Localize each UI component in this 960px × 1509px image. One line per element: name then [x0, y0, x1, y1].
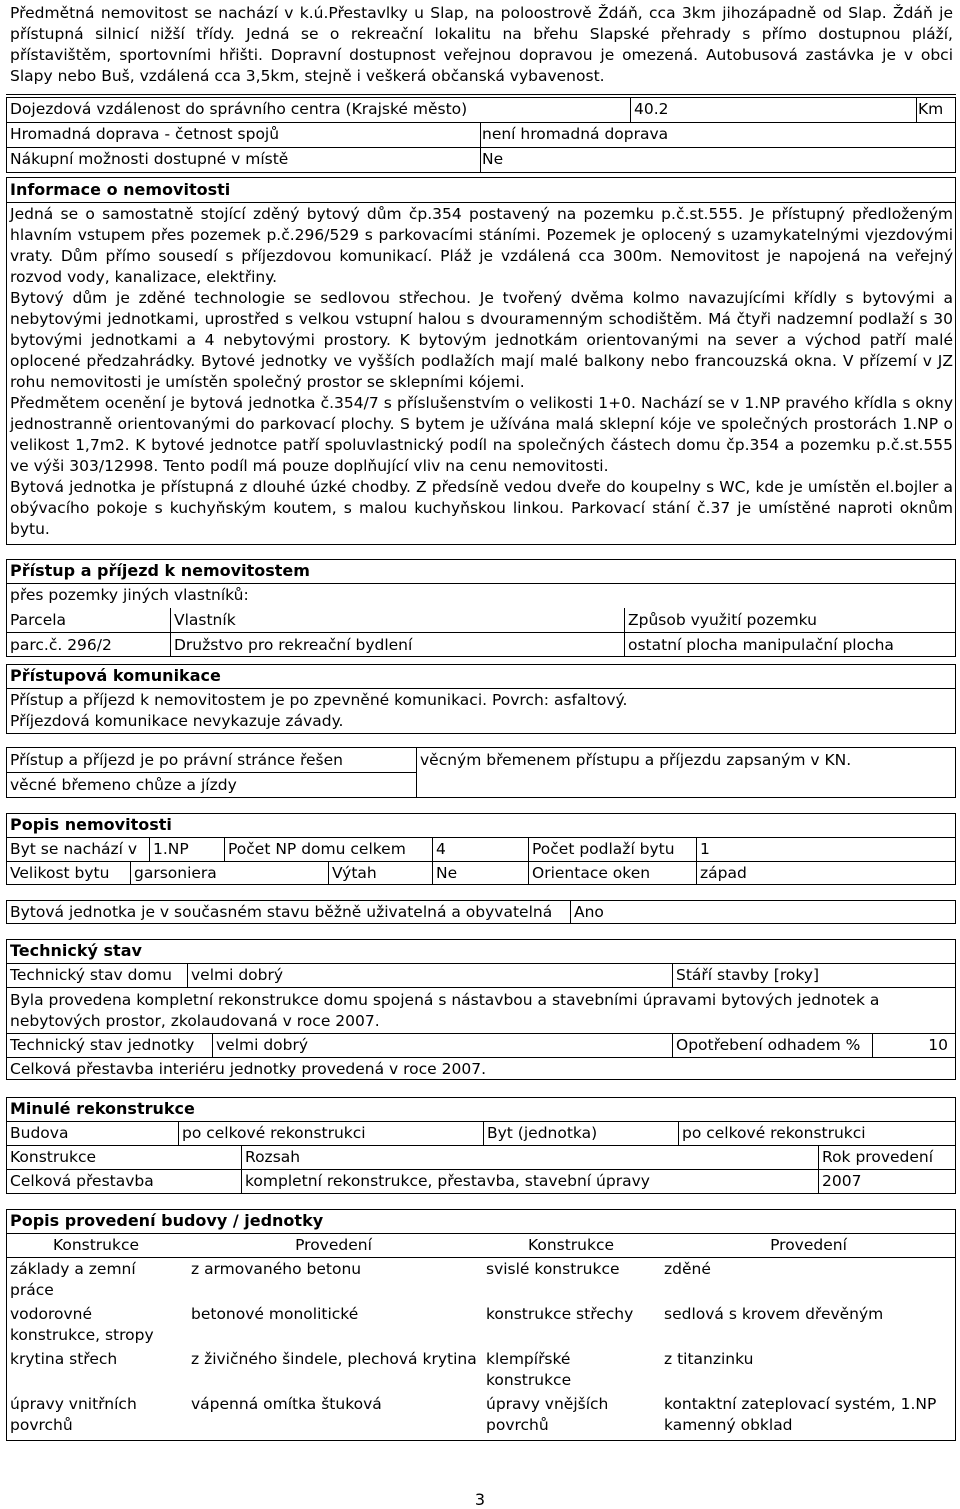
property-info-p1: Jedná se o samostatně stojící zděný bytový dům čp.354 postavený na pozemku p.č.st.555. Je přístupný předloženým hlavním vstupem přes pozemek p.č.296/529 s parkovacími stáními. Pozemek je oplocený s uzamykatelnými vjezdovými vraty. Dům přímo sousedí s příjezdovou komunikací. Pláž je vzdálená cca 300m. Nemovitost je napojená na veřejný rozvod vody, kanalizace, elektřiny. — [10, 205, 953, 286]
legal-label-2: věcné břemeno chůze a jízdy — [10, 776, 237, 794]
divider — [170, 608, 171, 657]
build-row-3-construction-1: krytina střech — [10, 1350, 118, 1368]
divider — [672, 1033, 673, 1057]
orientation-value: západ — [700, 864, 747, 882]
build-row-2-execution-2: sedlová s krovem dřevěným — [664, 1305, 884, 1323]
build-row-4-execution-2: kontaktní zateplovací systém, 1.NP kamenný obklad — [664, 1395, 937, 1434]
col-construction: Konstrukce — [10, 1148, 97, 1166]
unit-state-value: velmi dobrý — [216, 1036, 309, 1054]
row-construction: Celková přestavba — [10, 1172, 154, 1190]
past-heading: Minulé rekonstrukce — [10, 1099, 195, 1118]
divider — [6, 688, 956, 689]
legal-label-1: Přístup a příjezd je po právní stránce řešen — [10, 751, 343, 769]
divider — [6, 1257, 956, 1258]
access-heading: Přístup a příjezd k nemovitostem — [10, 561, 310, 580]
divider — [570, 900, 571, 924]
col-execution-2: Provedení — [770, 1236, 847, 1254]
divider — [6, 772, 416, 773]
shopping-value: Ne — [482, 150, 504, 168]
access-subheading: přes pozemky jiných vlastníků: — [10, 586, 249, 604]
divider — [6, 1145, 956, 1146]
divider — [416, 747, 417, 798]
divider — [6, 1121, 956, 1122]
road-line-1: Přístup a příjezd k nemovitostem je po zpevněné komunikaci. Povrch: asfaltový. — [10, 691, 628, 709]
col-execution-1: Provedení — [295, 1236, 372, 1254]
floor-label: Byt se nachází v — [10, 840, 138, 858]
divider — [624, 608, 625, 657]
divider — [6, 122, 956, 123]
build-row-1-construction-1: základy a zemní práce — [10, 1260, 136, 1299]
build-row-1-execution-2: zděné — [664, 1260, 711, 1278]
col-use: Způsob využití pozemku — [628, 611, 817, 629]
divider — [6, 94, 956, 95]
divider — [149, 837, 150, 861]
build-row-2-execution-1: betonové monolitické — [191, 1305, 359, 1323]
unit-label: Byt (jednotka) — [487, 1124, 598, 1142]
unit-floors-label: Počet podlaží bytu — [532, 840, 675, 858]
property-info-text — [10, 204, 953, 540]
road-line-2: Příjezdová komunikace nevykazuje závady. — [10, 712, 344, 730]
wear-label: Opotřebení odhadem % — [676, 1036, 861, 1054]
row-year: 2007 — [822, 1172, 862, 1190]
technical-note-2: Celková přestavba interiéru jednotky provedená v roce 2007. — [10, 1060, 486, 1078]
property-info-p4: Bytová jednotka je přístupná z dlouhé úzké chodby. Z předsíně vedou dveře do koupelny s WC, kde je umístěn el.bojler a obývacího pokoje s kuchyňským koutem, s malou kuchyňskou linkou. Parkovací stání č.37 je umístěné naproti oknům bytu. — [10, 478, 953, 538]
divider — [178, 1121, 179, 1145]
building-label: Budova — [10, 1124, 69, 1142]
col-parcel: Parcela — [10, 611, 67, 629]
build-heading: Popis provedení budovy / jednotky — [10, 1211, 324, 1230]
property-info-heading: Informace o nemovitosti — [10, 180, 231, 199]
transport-value: není hromadná doprava — [482, 125, 669, 143]
road-heading: Přístupová komunikace — [10, 666, 221, 685]
lift-label: Výtah — [332, 864, 377, 882]
divider — [6, 1033, 956, 1034]
unit-floors-value: 1 — [700, 840, 710, 858]
intro-paragraph: Předmětná nemovitost se nachází v k.ú.Přestavlky u Slap, na poloostrově Ždáň, cca 3km jihozápadně od Slap. Ždáň je přístupná silnicí nižší třídy. Jedná se o rekreační lokalitu na břehu Slapské přehrady s přímo dostupnou pláží, přístavištěm, sportovními hřišti. Dopravní dostupnost veřejnou dopravou je omezená. Autobusová zastávka je v obci Slapy nebo Buš, vzdálená cca 3,5km, stejně i veškerá občanská vybavenost. — [10, 4, 953, 85]
technical-note-1: Byla provedena kompletní rekonstrukce domu spojená s nástavbou a stavebními úpravami bytových jednotek a nebytových prostor, zkolaudovaná v roce 2007. — [10, 991, 880, 1030]
col-owner: Vlastník — [174, 611, 236, 629]
build-row-2-construction-2: konstrukce střechy — [486, 1305, 634, 1323]
size-label: Velikost bytu — [10, 864, 110, 882]
col-construction-1: Konstrukce — [52, 1236, 140, 1254]
house-state-value: velmi dobrý — [191, 966, 284, 984]
build-row-3-execution-1: z živičného šindele, plechová krytina — [191, 1350, 477, 1368]
state-label: Bytová jednotka je v současném stavu běžně uživatelná a obyvatelná — [10, 903, 553, 921]
divider — [6, 632, 956, 633]
col-scope: Rozsah — [245, 1148, 301, 1166]
divider — [241, 1145, 242, 1194]
wear-value: 10 — [928, 1036, 948, 1054]
divider — [6, 147, 956, 148]
divider — [528, 837, 529, 885]
divider — [872, 1033, 873, 1057]
distance-label: Dojezdová vzdálenost do správního centra (Krajské město) — [10, 100, 468, 118]
divider — [6, 1169, 956, 1170]
owner-value: Družstvo pro rekreační bydlení — [174, 636, 413, 654]
building-value: po celkové rekonstrukci — [182, 1124, 366, 1142]
divider — [6, 1233, 956, 1234]
row-scope: kompletní rekonstrukce, přestavba, stavební úpravy — [245, 1172, 650, 1190]
divider — [328, 861, 329, 885]
state-value: Ano — [574, 903, 604, 921]
legal-value: věcným břemenem přístupu a příjezdu zapsaným v KN. — [420, 751, 852, 769]
divider — [6, 861, 956, 862]
col-year: Rok provedení — [822, 1148, 934, 1166]
use-value: ostatní plocha manipulační plocha — [628, 636, 894, 654]
shopping-label: Nákupní možnosti dostupné v místě — [10, 150, 289, 168]
distance-value: 40.2 — [634, 100, 669, 118]
divider — [187, 963, 188, 987]
divider — [432, 837, 433, 885]
divider — [696, 837, 697, 885]
divider — [916, 97, 917, 122]
divider — [818, 1145, 819, 1194]
technical-heading: Technický stav — [10, 941, 142, 960]
description-heading: Popis nemovitosti — [10, 815, 172, 834]
age-label: Stáří stavby [roky] — [676, 966, 819, 984]
property-info-p3: Předmětem ocenění je bytová jednotka č.354/7 s příslušenstvím o velikosti 1+0. Nachází se v 1.NP pravého křídla s okny jednostranně orientovanými do parkovací plochy. S bytem je užívána malá sklepní kóje ve společných prostorách 1.NP o velikost 1,7m2. K bytové jednotce patří spoluvlastnický podíl na společných částech domu čp.354 a pozemku p.č.st.555 ve výši 303/12998. Tento podíl má pouze doplňující vliv na cenu nemovitosti. — [10, 394, 953, 475]
build-row-1-execution-1: z armovaného betonu — [191, 1260, 362, 1278]
divider — [630, 97, 631, 122]
divider — [6, 583, 956, 584]
divider — [483, 1121, 484, 1145]
divider — [678, 1121, 679, 1145]
divider — [6, 963, 956, 964]
floor-value: 1.NP — [153, 840, 189, 858]
build-row-4-construction-1: úpravy vnitřních povrchů — [10, 1395, 137, 1434]
distance-unit: Km — [918, 100, 944, 118]
page-number: 3 — [474, 1490, 486, 1509]
property-info-p2: Bytový dům je zděné technologie se sedlovou střechou. Je tvořený dvěma kolmo navazujícími křídly s bytovými a nebytovými jednotkami, uprostřed s velkou vstupní halou s dvouramenným schodištěm. Má čtyři nadzemní podlaží s 30 bytovými jednotkami a 4 nebytovými prostory. K bytovým jednotkám orientovanými na sever a východ patří malé oplocené předzahrádky. Bytové jednotky ve vyšších podlažích mají malé balkony nebo francouzská okna. V přízemí v JZ rohu nemovitosti je umístěn společný prostor se sklepními kójemi. — [10, 289, 953, 391]
divider — [212, 1033, 213, 1057]
divider — [6, 987, 956, 988]
build-row-2-construction-1: vodorovné konstrukce, stropy — [10, 1305, 154, 1344]
floors-total-value: 4 — [436, 840, 446, 858]
divider — [130, 861, 131, 885]
build-row-4-execution-1: vápenná omítka štuková — [191, 1395, 382, 1413]
build-row-3-construction-2: klempířské konstrukce — [486, 1350, 572, 1389]
divider — [672, 963, 673, 987]
unit-value: po celkové rekonstrukci — [682, 1124, 866, 1142]
build-row-4-construction-2: úpravy vnějších povrchů — [486, 1395, 609, 1434]
orientation-label: Orientace oken — [532, 864, 651, 882]
divider — [6, 202, 956, 203]
col-construction-2: Konstrukce — [527, 1236, 615, 1254]
house-state-label: Technický stav domu — [10, 966, 172, 984]
lift-value: Ne — [436, 864, 458, 882]
transport-label: Hromadná doprava - četnost spojů — [10, 125, 280, 143]
size-value: garsoniera — [134, 864, 217, 882]
build-row-1-construction-2: svislé konstrukce — [486, 1260, 620, 1278]
unit-state-label: Technický stav jednotky — [10, 1036, 195, 1054]
build-row-3-execution-2: z titanzinku — [664, 1350, 754, 1368]
parcel-value: parc.č. 296/2 — [10, 636, 112, 654]
floors-total-label: Počet NP domu celkem — [228, 840, 406, 858]
divider — [6, 1057, 956, 1058]
divider — [224, 837, 225, 861]
